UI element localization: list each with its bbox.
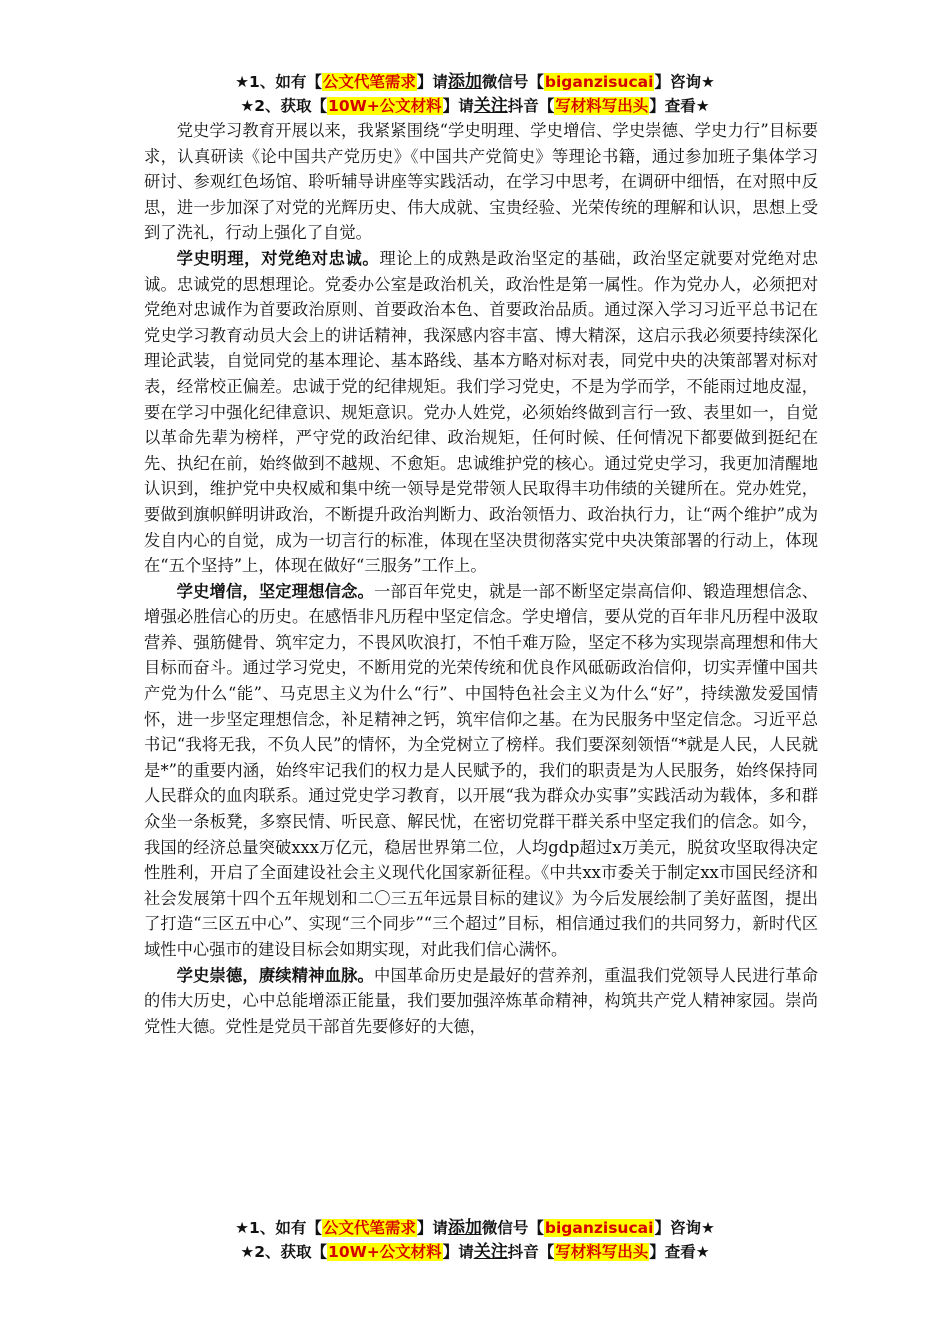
promo-header [0,70,950,118]
promo-line-1 [0,70,950,94]
promo-text: ★1、如有【 [235,73,322,91]
promo-footer [0,1216,950,1264]
paragraph-text: 党史学习教育开展以来，我紧紧围绕“学史明理、学史增信、学史崇德、学史力行”目标要求，认真研读《论中国共产党历史》《中国共产党简史》等理论书籍，通过参加班子集体学习研讨、参观红色场馆、聆听辅导讲座等实践活动，在学习中思考，在调研中细悟，在对照中反思，进一步加深了对党的光辉历史、伟大成就、宝贵经验、光荣传统的理解和认识，思想上受到了洗礼，行动上强化了自觉。 [144,121,818,243]
promo-highlight: 公文代笔需求 [322,73,416,91]
promo-text: ★1、如有【 [235,1219,322,1237]
promo-text: 】查看★ [649,97,710,115]
promo-line-2 [0,94,950,118]
promo-line-1 [0,1216,950,1240]
paragraph-heading: 学史增信，坚定理想信念。 [176,581,374,601]
promo-underline: 添加 [447,72,482,92]
promo-text: 】请 [442,97,474,115]
promo-highlight: 写材料写出头 [555,97,649,115]
paragraph-text: 一部百年党史，就是一部不断坚定崇高信仰、锻造理想信念、增强必胜信心的历史。在感悟非凡历程中坚定信念。学史增信，要从党的百年非凡历程中汲取营养、强筋健骨、筑牢定力，不畏风吹浪打，不怕千难万险，坚定不移为实现崇高理想和伟大目标而奋斗。通过学习党史，不断用党的光荣传统和优良作风砥砺政治信仰，切实弄懂中国共产党为什么“能”、马克思主义为什么“行”、中国特色社会主义为什么“好”，持续激发爱国情怀，进一步坚定理想信念，补足精神之钙，筑牢信仰之基。在为民服务中坚定信念。习近平总书记“我将无我，不负人民”的情怀，为全党树立了榜样。我们要深刻领悟“*就是人民，人民就是*”的重要内涵，始终牢记我们的权力是人民赋予的，我们的职责是为人民服务，始终保持同人民群众的血肉联系。通过党史学习教育，以开展“我为群众办实事”实践活动为载体，多和群众坐一条板凳，多察民情、听民意、解民忧，在密切党群干群关系中坚定我们的信念。如今，我国的经济总量突破xxx万亿元，稳居世界第二位，人均gdp超过x万美元，脱贫攻坚取得决定性胜利，开启了全面建设社会主义现代化国家新征程。《中共xx市委关于制定xx市国民经济和社会发展第十四个五年规划和二〇三五年远景目标的建议》为今后发展绘制了美好蓝图，提出了打造“三区五中心”、实现“三个同步”“三个超过”目标，相信通过我们的共同努力，新时代区域性中心强市的建设目标会如期实现，对此我们信心满怀。 [144,581,818,959]
promo-text: 微信号【 [481,73,544,91]
paragraph-heading: 学史明理，对党绝对忠诚。 [176,248,380,268]
promo-highlight: 10W+公文材料 [328,97,442,115]
paragraph-text: 中国革命历史是最好的营养剂，重温我们党领导人民进行革命的伟大历史，心中总能增添正能量，我们要加强淬炼革命精神，构筑共产党人精神家园。崇尚党性大德。党性是党员干部首先要修好的大德， [144,965,818,1036]
promo-text: 】咨询★ [654,73,715,91]
paragraph [144,579,818,963]
promo-underline: 关注 [473,96,508,116]
promo-highlight: 公文代笔需求 [322,1219,416,1237]
paragraph [144,118,818,246]
paragraph [144,963,818,1040]
promo-underline: 关注 [473,1242,508,1262]
promo-highlight: 写材料写出头 [555,1243,649,1261]
promo-highlight: biganzisucai [544,73,654,91]
promo-text: 】查看★ [649,1243,710,1261]
promo-text: 抖音【 [507,97,555,115]
promo-text: 抖音【 [507,1243,555,1261]
paragraph [144,246,818,579]
promo-line-2 [0,1240,950,1264]
promo-text: ★2、获取【 [240,97,328,115]
promo-text: 】请 [416,1219,448,1237]
promo-underline: 添加 [447,1218,482,1238]
document-body [144,118,818,1039]
promo-text: 】请 [416,73,448,91]
promo-text: ★2、获取【 [240,1243,328,1261]
paragraph-heading: 学史崇德，赓续精神血脉。 [176,965,374,985]
promo-highlight: biganzisucai [544,1219,654,1237]
promo-text: 】咨询★ [654,1219,715,1237]
promo-highlight: 10W+公文材料 [328,1243,442,1261]
paragraph-text: 理论上的成熟是政治坚定的基础，政治坚定就要对党绝对忠诚。忠诚党的思想理论。党委办公室是政治机关，政治性是第一属性。作为党办人，必须把对党绝对忠诚作为首要政治原则、首要政治本色、首要政治品质。通过深入学习习近平总书记在党史学习教育动员大会上的讲话精神，我深感内容丰富、博大精深，这启示我必须要持续深化理论武装，自觉同党的基本理论、基本路线、基本方略对标对表，同党中央的决策部署对标对表，经常校正偏差。忠诚于党的纪律规矩。我们学习党史，不是为学而学，不能雨过地皮湿，要在学习中强化纪律意识、规矩意识。党办人姓党，必须始终做到言行一致、表里如一，自觉以革命先辈为榜样，严守党的政治纪律、政治规矩，任何时候、任何情况下都要做到挺纪在先、执纪在前，始终做到不越规、不愈矩。忠诚维护党的核心。通过党史学习，我更加清醒地认识到，维护党中央权威和集中统一领导是党带领人民取得丰功伟绩的关键所在。党办姓党，要做到旗帜鲜明讲政治，不断提升政治判断力、政治领悟力、政治执行力，让“两个维护”成为发自内心的自觉，成为一切言行的标准，体现在坚决贯彻落实党中央决策部署的行动上，体现在“五个坚持”上，体现在做好“三服务”工作上。 [144,248,818,576]
promo-text: 微信号【 [481,1219,544,1237]
promo-text: 】请 [442,1243,474,1261]
